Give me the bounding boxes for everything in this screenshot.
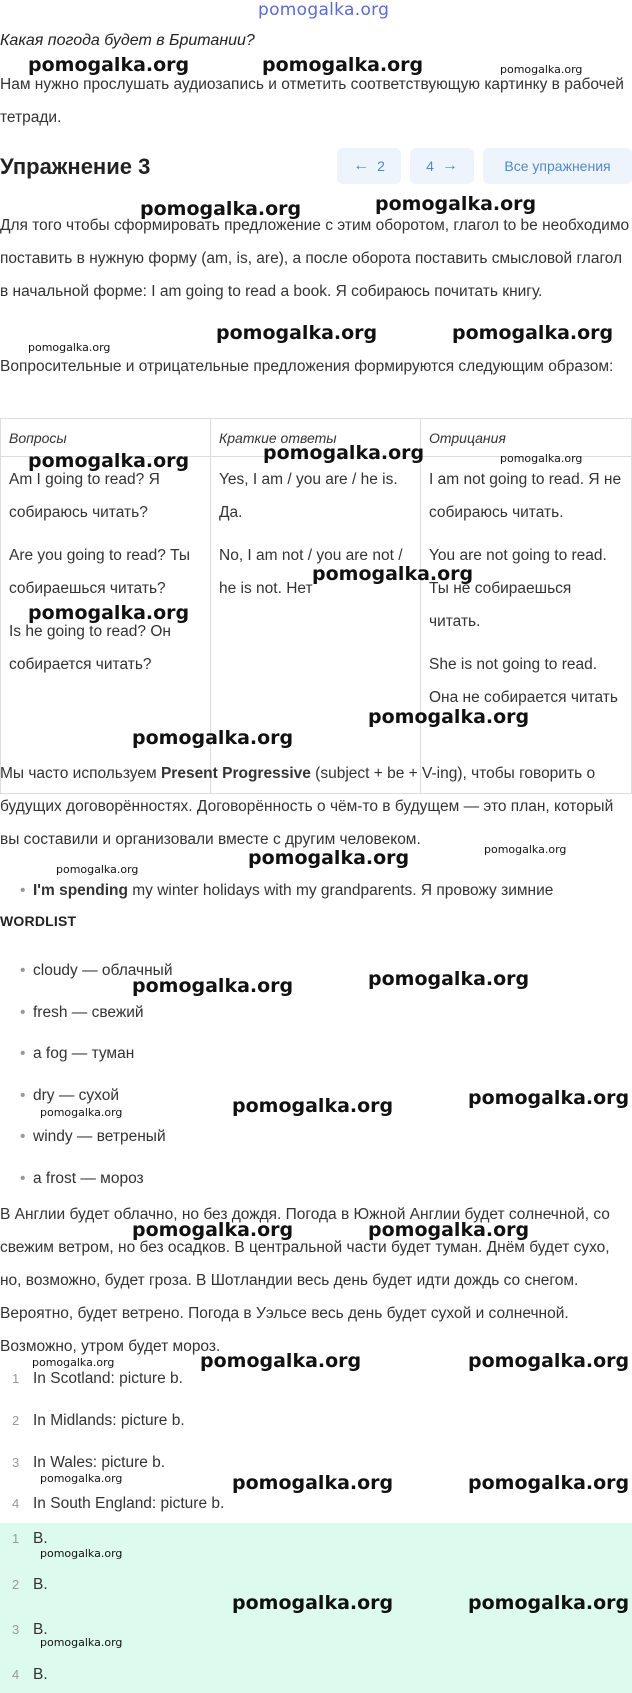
watermark: pomogalka.org: [500, 452, 583, 465]
answer-item: [12, 1530, 48, 1548]
table-cell-text: You are not going to read. Ты не собираешься читать.: [429, 547, 607, 630]
wordlist-item: • dry — сухой: [33, 1087, 119, 1105]
watermark: pomogalka.org: [28, 602, 190, 624]
watermark: pomogalka.org: [232, 1592, 394, 1614]
answer-text: B.: [33, 1530, 48, 1547]
table-header: Вопросы: [1, 419, 211, 457]
section-title: Какая погода будет в Британии?: [0, 32, 255, 49]
wordlist-item: • a frost — мороз: [33, 1170, 144, 1188]
table-cell-text: Am I going to read? Я собираюсь читать?: [9, 471, 160, 521]
table-cell-text: I am not going to read. Я не собираюсь читать.: [429, 471, 622, 521]
watermark: pomogalka.org: [262, 54, 424, 76]
list-text: In Wales: picture b.: [33, 1454, 166, 1471]
progressive-paragraph: [0, 757, 630, 856]
list-text: In South England: picture b.: [33, 1495, 225, 1512]
list-text: In Scotland: picture b.: [33, 1370, 183, 1387]
list-text: In Midlands: picture b.: [33, 1412, 185, 1429]
answer-text: B.: [33, 1666, 48, 1683]
table-cell-text: Are you going to read? Ты собираешься читать?: [9, 547, 191, 597]
watermark: pomogalka.org: [40, 1636, 123, 1649]
watermark: pomogalka.org: [132, 975, 294, 997]
answer-number: 4: [12, 1667, 20, 1682]
prev-exercise-label: 2: [377, 158, 385, 174]
list-number: 2: [12, 1413, 20, 1428]
watermark: pomogalka.org: [312, 563, 474, 585]
watermark: pomogalka.org: [216, 322, 378, 344]
watermark-top: pomogalka.org: [258, 0, 390, 20]
list-number: 3: [12, 1455, 20, 1470]
answer-text: B.: [33, 1621, 48, 1638]
watermark: pomogalka.org: [28, 450, 190, 472]
watermark: pomogalka.org: [28, 341, 111, 354]
next-exercise-button[interactable]: [410, 148, 474, 184]
watermark: pomogalka.org: [368, 1219, 530, 1241]
all-exercises-label: Все упражнения: [504, 158, 611, 174]
table-cell-text: She is not going to read. Она не собирается читать: [429, 656, 618, 706]
intro-paragraph: Нам нужно прослушать аудиозапись и отметить соответствующую картинку в рабочей тетради.: [0, 76, 624, 126]
watermark: pomogalka.org: [140, 198, 302, 220]
watermark: pomogalka.org: [468, 1472, 630, 1494]
question-forms-paragraph: Вопросительные и отрицательные предложения формируются следующим образом:: [0, 358, 614, 375]
watermark: pomogalka.org: [368, 968, 530, 990]
answer-number: 3: [12, 1622, 20, 1637]
table-cell-negatives: [421, 457, 632, 794]
wordlist-item: • fresh — свежий: [33, 1004, 144, 1022]
theory-paragraph: Для того чтобы сформировать предложение с этим оборотом, глагол to be необходимо поставить в нужную форму (am, is, are), а после оборота поставить смысловой глагол в начальной форме: I am going to read a book. Я собираюсь почитать книгу.: [0, 217, 630, 300]
wordlist-item: • cloudy — облачный: [33, 962, 172, 980]
wordlist-item: • windy — ветреный: [33, 1128, 166, 1146]
answer-number: 2: [12, 1577, 20, 1592]
forecast-paragraph: В Англии будет облачно, но без дождя. Погода в Южной Англии будет солнечной, со свежим ветром, но без осадков. В центральной части будет туман. Днём будет сухо, но, возможно, будет гроза. В Шотландии весь день будет идти дождь со снегом. Вероятно, будет ветрено. Погода в Уэльсе весь день будет сухой и солнечной. Возможно, утром будет мороз.: [0, 1206, 610, 1355]
prev-exercise-button[interactable]: [337, 148, 401, 184]
watermark: pomogalka.org: [200, 1350, 362, 1372]
watermark: pomogalka.org: [368, 706, 530, 728]
watermark: pomogalka.org: [484, 843, 567, 856]
arrow-right-icon: →: [441, 157, 458, 174]
table-header: Краткие ответы: [211, 419, 421, 457]
answer-item: [12, 1576, 48, 1594]
table-cell-text: No, I am not / you are not / he is not. Нет: [219, 547, 403, 597]
watermark: pomogalka.org: [500, 63, 583, 76]
table-cell-text: Yes, I am / you are / he is. Да.: [219, 471, 398, 521]
example-bold: I'm spending: [33, 882, 128, 899]
progressive-lead: Мы часто используем: [0, 765, 161, 782]
watermark: pomogalka.org: [248, 847, 410, 869]
answer-number: 1: [12, 1531, 20, 1546]
list-number: 1: [12, 1371, 20, 1386]
watermark: pomogalka.org: [132, 1219, 294, 1241]
watermark: pomogalka.org: [232, 1472, 394, 1494]
watermark: pomogalka.org: [40, 1472, 123, 1485]
progressive-rest: (subject + be + V-ing), чтобы говорить о будущих договорённостях. Договорённость о чём-то в будущем — это план, который вы составили и организовали вместе с другим человеком.: [0, 765, 614, 848]
table-cell-text: Is he going to read? Он собирается читать?: [9, 623, 171, 673]
list-item: [12, 1454, 166, 1472]
watermark: pomogalka.org: [468, 1350, 630, 1372]
watermark: pomogalka.org: [452, 322, 614, 344]
list-item: [12, 1495, 225, 1513]
watermark: pomogalka.org: [40, 1547, 123, 1560]
watermark: pomogalka.org: [232, 1095, 394, 1117]
watermark: pomogalka.org: [32, 1356, 115, 1369]
answer-text: B.: [33, 1576, 48, 1593]
exercise-title: Упражнение 3: [0, 154, 151, 179]
watermark: pomogalka.org: [468, 1592, 630, 1614]
list-item: [12, 1370, 183, 1388]
answer-item: [12, 1666, 48, 1684]
wordlist-heading: WORDLIST: [0, 913, 77, 929]
wordlist-item: • a fog — туман: [33, 1045, 134, 1063]
watermark: pomogalka.org: [468, 1087, 630, 1109]
progressive-term: Present Progressive: [160, 765, 311, 782]
watermark: pomogalka.org: [28, 54, 190, 76]
watermark: pomogalka.org: [375, 193, 537, 215]
watermark: pomogalka.org: [40, 1106, 123, 1119]
watermark: pomogalka.org: [132, 727, 294, 749]
list-item: [12, 1412, 185, 1430]
example-text: my winter holidays with my grandparents. Я провожу зимние: [127, 882, 554, 899]
arrow-left-icon: ←: [353, 157, 370, 174]
watermark: pomogalka.org: [56, 863, 139, 876]
watermark: pomogalka.org: [263, 442, 425, 464]
next-exercise-label: 4: [426, 158, 434, 174]
list-number: 4: [12, 1496, 20, 1511]
all-exercises-button[interactable]: [483, 148, 632, 184]
example-item: [33, 882, 553, 900]
table-header: Отрицания: [421, 419, 632, 457]
